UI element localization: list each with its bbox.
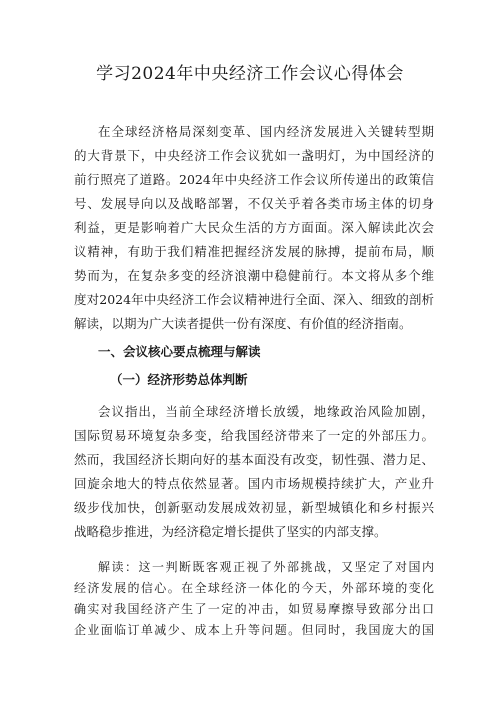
paragraph-line: 度对2024年中央经济工作会议精神进行全面、深入、细致的剖析: [74, 292, 434, 307]
paragraph-line: 确实对我国经济产生了一定的冲击，如贸易摩擦导致部分出口: [74, 602, 434, 616]
paragraph-line: 战略稳步推进，为经济稳定增长提供了坚实的内部支撑。: [74, 524, 387, 539]
paragraph-line: 级步伐加快，创新驱动发展成效初显，新型城镇化和乡村振兴: [74, 500, 434, 515]
paragraph-line: 号、发展导向以及战略部署，不仅关乎着各类市场主体的切身: [74, 196, 434, 211]
paragraph-line: 势而为，在复杂多变的经济浪潮中稳健前行。本文将从多个维: [74, 268, 434, 283]
paragraph-line: 经济发展的信心。在全球经济一体化的今天，外部环境的变化: [74, 581, 434, 595]
paragraph-line: 企业面临订单减少、成本上升等问题。但同时，我国庞大的国: [74, 623, 434, 637]
paragraph-line: 的大背景下，中央经济工作会议犹如一盏明灯，为中国经济的: [74, 148, 434, 163]
paragraph-line: 在全球经济格局深刻变革、国内经济发展进入关键转型期: [98, 124, 434, 139]
paragraph-line: 然而，我国经济长期向好的基本面没有改变，韧性强、潜力足、: [74, 452, 434, 467]
subsection-heading: （一）经济形势总体判断: [110, 372, 248, 387]
paragraph-line: 国际贸易环境复杂多变，给我国经济带来了一定的外部压力。: [74, 428, 434, 443]
paragraph-line: 回旋余地大的特点依然显著。国内市场规模持续扩大，产业升: [74, 476, 434, 491]
paragraph-line: 前行照亮了道路。2024年中央经济工作会议所传递出的政策信: [74, 172, 434, 187]
paragraph-line: 利益，更是影响着广大民众生活的方方面面。深入解读此次会: [74, 220, 434, 235]
section-heading: 一、会议核心要点梳理与解读: [98, 344, 261, 359]
paragraph-line: 解读：这一判断既客观正视了外部挑战，又坚定了对国内: [98, 560, 434, 574]
paragraph-line: 议精神，有助于我们精准把握经济发展的脉搏，提前布局，顺: [74, 244, 434, 259]
document-title: 学习2024年中央经济工作会议心得体会: [96, 64, 404, 84]
paragraph-line: 解读，以期为广大读者提供一份有深度、有价值的经济指南。: [74, 316, 412, 331]
paragraph-line: 会议指出，当前全球经济增长放缓，地缘政治风险加剧，: [98, 404, 434, 419]
